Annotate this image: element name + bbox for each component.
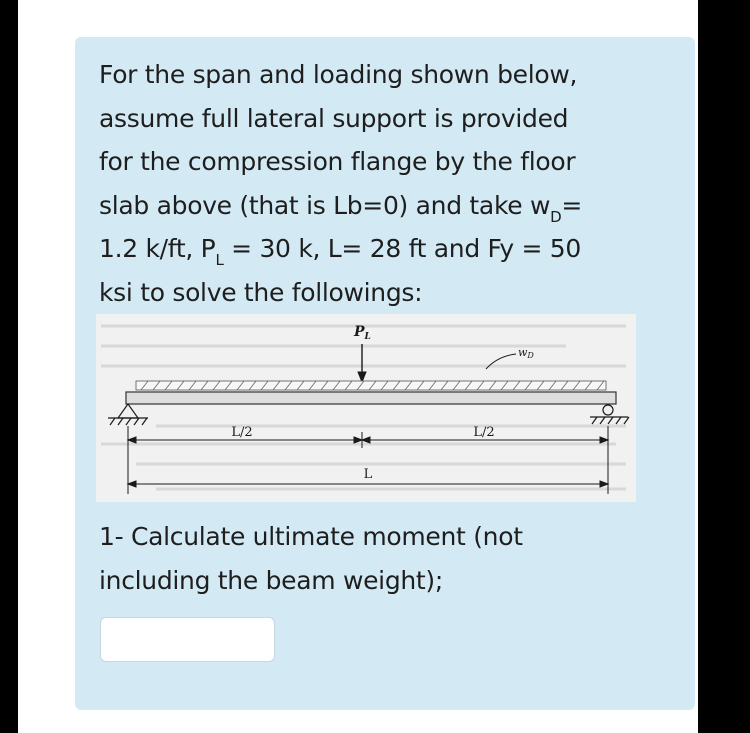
half-span-left-label: L/2 <box>231 425 253 440</box>
question-line-2: assume full lateral support is provided <box>99 103 569 133</box>
task-text <box>99 515 659 602</box>
pl-subscript: L <box>215 251 224 269</box>
answer-input[interactable] <box>100 617 275 662</box>
question-line-6: ksi to solve the followings: <box>99 277 423 307</box>
span-label: L <box>363 467 373 482</box>
background-texture <box>101 326 626 489</box>
question-line-5-b: = 30 k, L= 28 ft and Fy = 50 <box>223 234 581 263</box>
question-line-4-text: slab above (that is Lb=0) and take w <box>99 190 551 220</box>
distributed-load <box>136 381 606 390</box>
half-span-right-label: L/2 <box>473 425 495 440</box>
beam <box>126 392 616 404</box>
dimension-lines <box>128 426 608 494</box>
pin-support-left <box>108 404 148 425</box>
question-line-5-a: 1.2 k/ft, P <box>99 234 216 263</box>
question-card <box>75 37 695 710</box>
question-line-4-equals: = <box>561 190 583 220</box>
point-load-arrow <box>358 344 366 382</box>
beam-diagram-svg <box>96 314 636 502</box>
roller-support-right <box>590 405 629 424</box>
beam-diagram <box>96 314 636 502</box>
question-line-4 <box>99 184 659 228</box>
task-line-1: 1- Calculate ultimate moment (not <box>99 522 523 551</box>
question-text <box>99 53 659 314</box>
wd-subscript: D <box>550 207 562 226</box>
load-label: $P_L$ <box>354 324 371 342</box>
distributed-load-label: wD <box>518 346 534 360</box>
question-line-1: For the span and loading shown below, <box>99 60 578 89</box>
question-page <box>18 0 698 733</box>
question-line-5 <box>99 227 659 271</box>
question-line-3: for the compression flange by the floor <box>99 147 576 176</box>
task-line-2: including the beam weight); <box>99 565 444 595</box>
